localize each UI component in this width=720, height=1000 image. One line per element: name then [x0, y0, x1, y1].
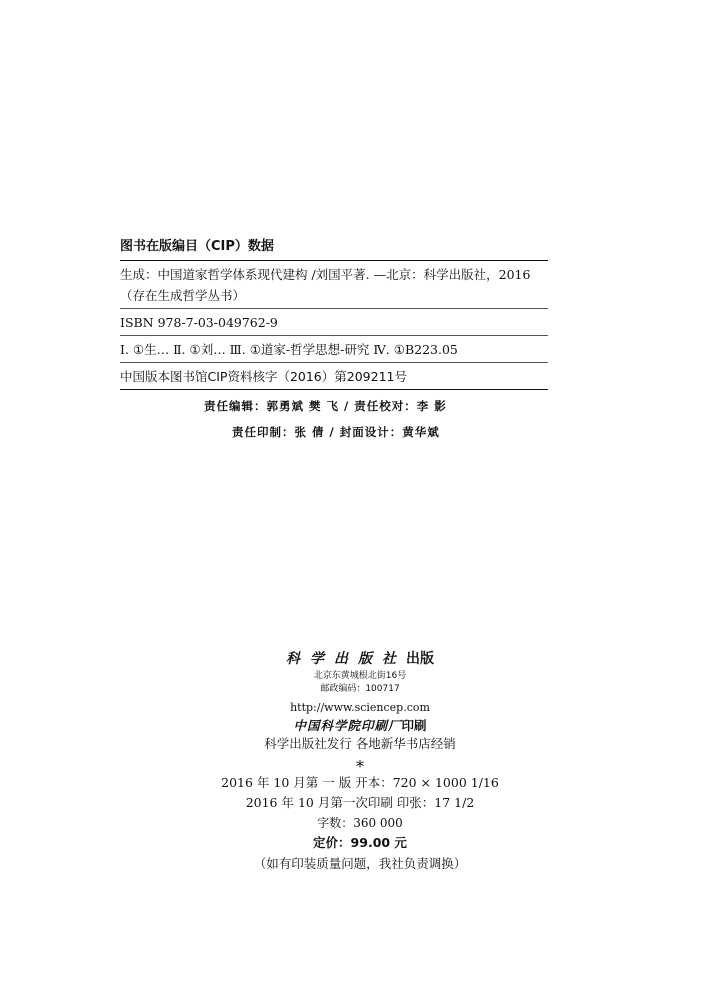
edition-line-2: 2016 年 10 月第一次印刷 印张：17 1/2 [245, 795, 475, 810]
staff-production: 责任印制：张 倩 / 封面设计：黄华斌 [232, 425, 440, 439]
publisher-line [180, 648, 540, 670]
publisher-address: 北京东黄城根北街16号 [313, 671, 407, 681]
cip-number: 中国版本图书馆CIP资料核字（2016）第209211号 [120, 369, 407, 384]
printer-logo: 中国科学院印刷厂 [293, 718, 402, 733]
cip-number-row [120, 363, 548, 390]
price: 定价：99.00 元 [313, 835, 407, 850]
cip-classification-row [120, 336, 548, 363]
cip-bibliographic-entry [120, 261, 548, 309]
publisher-url: http://www.sciencep.com [290, 701, 430, 714]
classification: Ⅰ. ①生… Ⅱ. ①刘… Ⅲ. ①道家-哲学思想-研究 Ⅳ. ①B223.05 [120, 342, 458, 357]
separator-asterisk: * [356, 757, 364, 776]
publisher-postcode: 邮政编码：100717 [320, 684, 400, 694]
printer-line [180, 717, 540, 735]
cip-entry-line-1: 生成：中国道家哲学体系现代建构 /刘国平著. —北京：科学出版社，2016 [120, 267, 531, 282]
staff-editors: 责任编辑：郭勇斌 樊 飞 / 责任校对：李 影 [204, 399, 447, 413]
colophon [180, 648, 540, 875]
word-count: 字数：360 000 [317, 816, 403, 830]
quality-notice: （如有印装质量问题，我社负责调换） [253, 856, 467, 871]
cip-isbn-row [120, 309, 548, 336]
publisher-logo: 科学出版社 [286, 651, 406, 667]
cip-data-block [120, 238, 548, 442]
isbn: ISBN 978-7-03-049762-9 [120, 315, 278, 330]
cip-entry-line-2: （存在生成哲学丛书） [120, 288, 246, 303]
cip-title: 图书在版编目（CIP）数据 [120, 238, 548, 261]
printer-suffix: 印刷 [401, 718, 427, 733]
publisher-suffix: 出版 [406, 651, 434, 667]
edition-line-1: 2016 年 10 月第 一 版 开本：720 × 1000 1/16 [221, 775, 499, 790]
distribution: 科学出版社发行 各地新华书店经销 [264, 736, 456, 751]
